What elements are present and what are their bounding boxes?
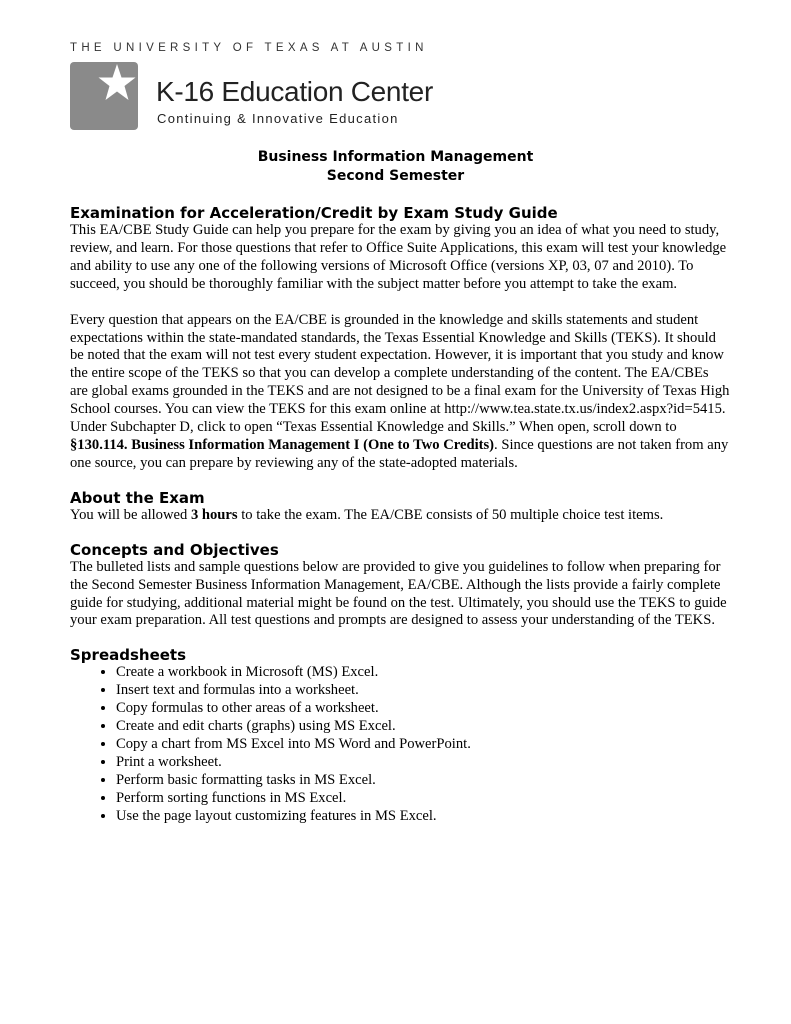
list-item: • Print a worksheet. [116,754,730,772]
spreadsheets-list [70,664,730,825]
title-line-2: Second Semester [326,168,465,184]
university-name: THE UNIVERSITY OF TEXAS AT AUSTIN [70,42,428,54]
exam-duration: 3 hours [190,506,238,523]
star-icon [70,62,138,130]
spreadsheets-heading: Spreadsheets [70,646,187,665]
list-item: • Copy a chart from MS Excel into MS Word and PowerPoint. [116,736,730,754]
list-item: • Create and edit charts (graphs) using MS Excel. [116,718,730,736]
concepts-paragraph: The bulleted lists and sample questions below are provided to give you guidelines to follow when preparing for the Second Semester Business Information Management, EA/CBE. Although the lists provide a fairly complete guide for studying, additional material might be found on the test. Ultimately, you should use the TEKS to guide your exam preparation. All test questions and prompts are designed to assess your understanding of the TEKS. [70,558,727,629]
document-body [70,204,730,825]
about-text-c: to take the exam. The EA/CBE consists of 50 multiple choice test items. [237,506,664,523]
list-item: • Perform sorting functions in MS Excel. [116,790,730,808]
concepts-heading: Concepts and Objectives [70,540,279,559]
about-text-a: You will be allowed [70,506,191,523]
guide-paragraph-1: This EA/CBE Study Guide can help you prepare for the exam by giving you an idea of what you need to study, review, and learn. For those questions that refer to Office Suite Applications, this exam will test your knowledge and ability to use any one of the following versions of Microsoft Office (versions XP, 03, 07 and 2010). To succeed, you should be thoroughly familiar with the subject matter before you attempt to take the exam. [70,222,727,292]
title-line-1: Business Information Management [257,149,534,165]
list-item: • Use the page layout customizing features in MS Excel. [116,808,730,826]
list-item: • Copy formulas to other areas of a worksheet. [116,700,730,718]
guide-heading: Examination for Acceleration/Credit by Exam Study Guide [70,204,558,222]
about-paragraph [70,507,730,525]
center-title: K-16 Education Center [156,76,433,107]
about-heading: About the Exam [70,488,205,507]
teks-reference: §130.114. Business Information Management I (One to Two Credits) [70,436,495,453]
document-title [0,148,791,186]
list-item: • Create a workbook in Microsoft (MS) Excel. [116,664,730,682]
list-item: • Perform basic formatting tasks in MS Excel. [116,772,730,790]
guide-paragraph-2-text-c: . Since questions are not taken from any one source, you can prepare by reviewing any of the state-adopted materials. [70,436,729,471]
guide-paragraph-2-text-a: Every question that appears on the EA/CBE is grounded in the knowledge and skills statements and student expectations within the state-mandated standards, the Texas Essential Knowledge and Skills (TEKS). It should be noted that the exam will not test every student expectation. However, it is important that you study and know the entire scope of the TEKS so that you can develop a complete understanding of the content. The EA/CBEs are global exams grounded in the TEKS and are not designed to be a final exam for the University of Texas High School courses. You can view the TEKS for this exam online at http://www.tea.state.tx.us/index2.aspx?id=5415. Under Subchapter D, click to open “Texas Essential Knowledge and Skills.” When open, scroll down to [70,311,730,436]
guide-paragraph-2 [70,312,730,473]
center-subtitle: Continuing & Innovative Education [157,111,399,126]
list-item: • Insert text and formulas into a worksheet. [116,682,730,700]
logo [70,62,138,130]
